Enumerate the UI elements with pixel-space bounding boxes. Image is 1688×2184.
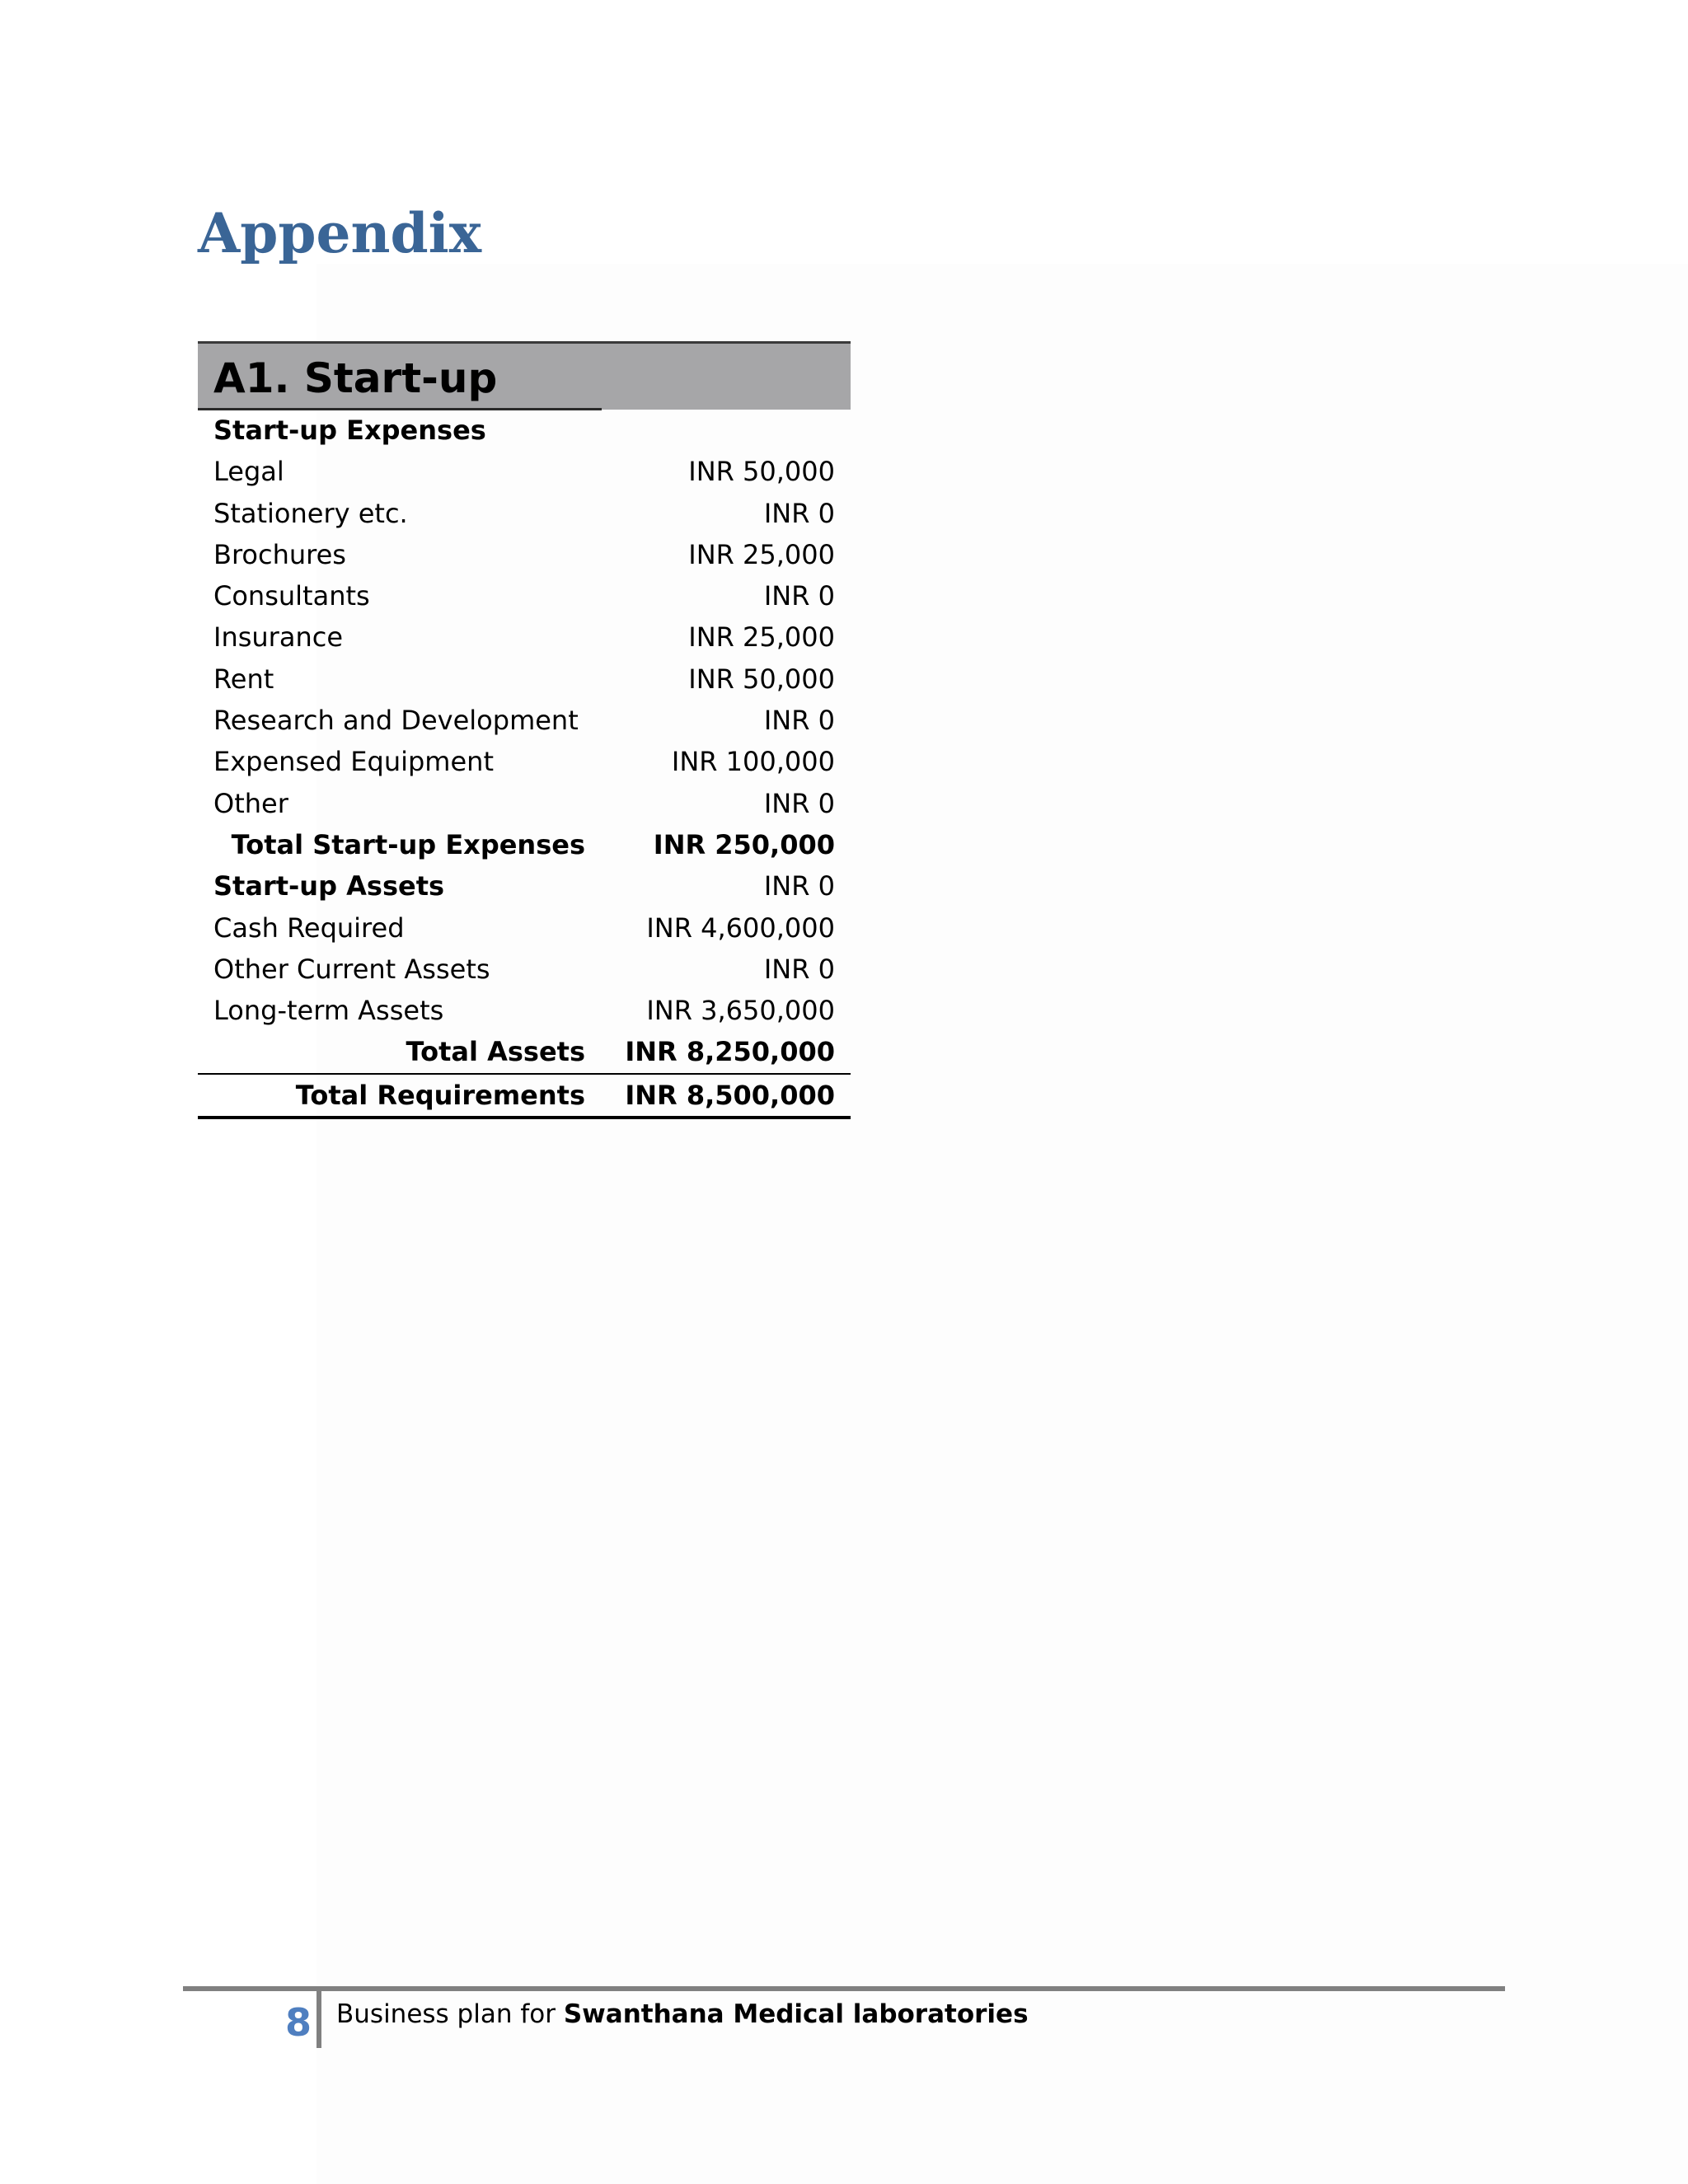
footer-company-name: Swanthana Medical laboratories — [563, 1999, 1029, 2029]
table-row-other — [198, 783, 851, 824]
startup-table — [198, 341, 851, 1119]
row-value: INR 0 — [763, 953, 835, 985]
row-label: Expensed Equipment — [213, 746, 494, 778]
table-row-insurance — [198, 616, 851, 658]
table-row-legal — [198, 451, 851, 492]
row-value: INR 50,000 — [688, 456, 835, 488]
row-label: Other Current Assets — [213, 953, 490, 985]
table-title-bar — [198, 341, 851, 410]
table-row-total-startup-expenses — [198, 824, 851, 865]
table-row-total-assets — [198, 1031, 851, 1074]
row-label: Brochures — [213, 538, 346, 570]
table-row-total-requirements — [198, 1075, 851, 1119]
page-heading: Appendix — [198, 201, 482, 265]
row-label: Research and Development — [213, 705, 579, 737]
table-title: A1. Start-up — [213, 354, 498, 402]
row-label: Cash Required — [213, 912, 405, 944]
row-label: Start-up Expenses — [213, 415, 486, 446]
row-label: Total Assets — [406, 1036, 585, 1068]
row-value: INR 4,600,000 — [646, 912, 835, 944]
row-label: Other — [213, 787, 288, 819]
row-label: Rent — [213, 663, 274, 695]
table-row-startup-assets — [198, 865, 851, 907]
table-row-rent — [198, 658, 851, 700]
row-value: INR 25,000 — [688, 538, 835, 570]
row-value: INR 50,000 — [688, 663, 835, 695]
row-value: INR 8,250,000 — [625, 1036, 835, 1068]
footer-prefix: Business plan for — [336, 1999, 564, 2029]
row-label: Total Requirements — [295, 1079, 585, 1111]
table-row-other-current-assets — [198, 949, 851, 990]
page-number: 8 — [284, 2000, 312, 2045]
footer-rule — [183, 1986, 1505, 1991]
row-label: Total Start-up Expenses — [231, 828, 585, 860]
page-footer — [183, 1986, 1505, 2048]
table-row-cash-required — [198, 907, 851, 949]
footer-divider — [316, 1986, 321, 2048]
row-value: INR 3,650,000 — [646, 995, 835, 1027]
table-row-brochures — [198, 534, 851, 575]
row-value: INR 250,000 — [653, 828, 835, 860]
row-label: Legal — [213, 456, 284, 488]
row-label: Long-term Assets — [213, 995, 444, 1027]
table-row-startup-expenses — [198, 410, 851, 451]
row-value: INR 25,000 — [688, 621, 835, 654]
table-row-long-term-assets — [198, 990, 851, 1031]
table-row-research — [198, 700, 851, 741]
row-value: INR 100,000 — [671, 746, 835, 778]
row-label: Insurance — [213, 621, 343, 654]
row-value: INR 0 — [763, 580, 835, 612]
row-value: INR 0 — [763, 497, 835, 529]
footer-text — [336, 1996, 1029, 2032]
row-label: Consultants — [213, 580, 370, 612]
row-value: INR 0 — [763, 705, 835, 737]
row-value: INR 0 — [763, 787, 835, 819]
table-row-consultants — [198, 575, 851, 616]
row-value: INR 8,500,000 — [625, 1079, 835, 1111]
table-row-expensed-equipment — [198, 741, 851, 782]
row-label: Start-up Assets — [213, 870, 445, 902]
row-value: INR 0 — [763, 870, 835, 902]
row-label: Stationery etc. — [213, 497, 408, 529]
table-row-stationery — [198, 493, 851, 534]
